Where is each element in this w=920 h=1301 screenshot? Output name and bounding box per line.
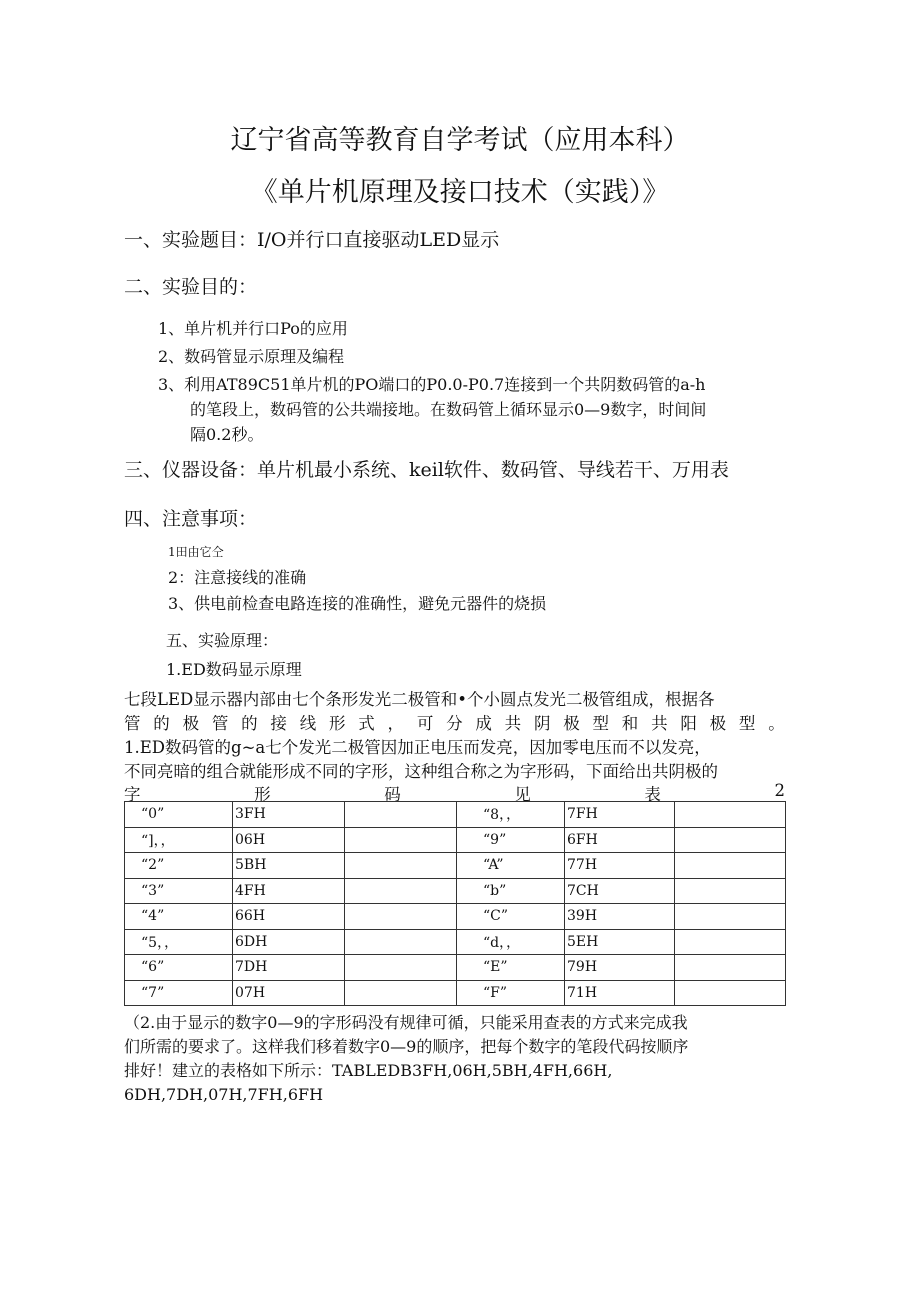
justified-char: 管 xyxy=(124,714,141,733)
blank-cell-cell xyxy=(345,929,457,955)
digit-code-cell: 79H xyxy=(565,955,675,981)
digit-code-cell: 39H xyxy=(565,904,675,930)
principle-paragraph-justified-line xyxy=(124,710,785,734)
blank-cell-cell xyxy=(675,904,786,930)
spread-char: 见 xyxy=(514,785,531,804)
spread-char: 表 xyxy=(644,785,661,804)
section-5-heading: 五、实验原理： xyxy=(166,631,279,650)
spread-char: 形 xyxy=(254,785,271,804)
digit-glyph-cell: “2” xyxy=(125,853,233,879)
digit-glyph-cell: “C” xyxy=(457,904,565,930)
justified-char: 形 xyxy=(328,714,346,733)
digit-code-cell: 4FH xyxy=(233,878,345,904)
digit-code-cell: 06H xyxy=(233,827,345,853)
digit-code-cell: 7DH xyxy=(233,955,345,981)
digit-code-cell: 6DH xyxy=(233,929,345,955)
justified-char: 极 xyxy=(182,714,200,733)
glyph-code-table xyxy=(124,801,786,1006)
justified-char: 型 xyxy=(738,714,756,733)
footer-paragraph-line: 排好！建立的表格如下所示：TABLEDB3FH,06H,5BH,4FH,66H, xyxy=(124,1061,613,1080)
spread-char: 码 xyxy=(384,785,401,804)
principle-paragraph-line: 七段LED显示器内部由七个条形发光二极管和•个小圆点发光二极管组成，根据各 xyxy=(124,690,715,709)
justified-char: 的 xyxy=(153,714,170,733)
justified-char: 阳 xyxy=(680,714,697,733)
digit-code-cell: 71H xyxy=(565,980,675,1006)
digit-glyph-cell: “E” xyxy=(457,955,565,981)
digit-glyph-cell: “]，， xyxy=(125,827,233,853)
digit-glyph-cell: “7” xyxy=(125,980,233,1006)
section-2-item-continued: 隔0.2秒。 xyxy=(190,425,264,444)
justified-char: 阴 xyxy=(533,714,551,733)
justified-char: 分 xyxy=(446,714,463,733)
justified-char: 极 xyxy=(709,714,727,733)
justified-char: ， xyxy=(387,714,405,733)
blank-cell-cell xyxy=(345,827,457,853)
footer-paragraph-line: 6DH,7DH,07H,7FH,6FH xyxy=(124,1085,324,1104)
blank-cell-cell xyxy=(675,878,786,904)
document-subtitle: 《单片机原理及接口技术（实践）》 xyxy=(250,177,670,208)
blank-cell-cell xyxy=(675,802,786,828)
table-row xyxy=(125,827,786,853)
footer-paragraph-line: 们所需的要求了。这样我们移着数字0—9的顺序，把每个数字的笔段代码按顺序 xyxy=(124,1037,689,1056)
justified-char: 的 xyxy=(241,714,258,733)
digit-glyph-cell: “d，， xyxy=(457,929,565,955)
blank-cell-cell xyxy=(675,853,786,879)
digit-code-cell: 77H xyxy=(565,853,675,879)
digit-code-cell: 7CH xyxy=(565,878,675,904)
justified-char: 可 xyxy=(416,714,434,733)
justified-char: 共 xyxy=(504,714,522,733)
table-row xyxy=(125,904,786,930)
justified-char: 式 xyxy=(358,714,375,733)
table-row xyxy=(125,929,786,955)
justified-char: 和 xyxy=(621,714,639,733)
justified-char: 管 xyxy=(211,714,229,733)
digit-glyph-cell: “6” xyxy=(125,955,233,981)
justified-char: 接 xyxy=(270,714,287,733)
section-4-heading: 四、注意事项： xyxy=(124,508,258,530)
section-2-item: 3、利用AT89C51单片机的PO端口的P0.0-P0.7连接到一个共阴数码管的a-h xyxy=(158,375,706,394)
table-row xyxy=(125,980,786,1006)
section-4-item: 3、供电前检查电路连接的准确性，避免元器件的烧损 xyxy=(168,594,547,613)
section-2-item: 2、数码管显示原理及编程 xyxy=(158,347,345,366)
justified-char: 线 xyxy=(299,714,317,733)
digit-code-cell: 66H xyxy=(233,904,345,930)
blank-cell-cell xyxy=(675,980,786,1006)
principle-paragraph-line: 不同亮暗的组合就能形成不同的字形，这种组合称之为字形码，下面给出共阴极的 xyxy=(124,762,718,781)
section-2-heading: 二、实验目的： xyxy=(124,276,258,298)
digit-glyph-cell: “F” xyxy=(457,980,565,1006)
justified-char: 共 xyxy=(651,714,668,733)
document-title: 辽宁省高等教育自学考试（应用本科） xyxy=(230,125,690,156)
justified-char: 极 xyxy=(563,714,580,733)
blank-cell-cell xyxy=(345,904,457,930)
digit-code-cell: 7FH xyxy=(565,802,675,828)
digit-code-cell: 5EH xyxy=(565,929,675,955)
blank-cell-cell xyxy=(675,929,786,955)
blank-cell-cell xyxy=(345,878,457,904)
justified-char: 。 xyxy=(768,714,785,733)
section-1-heading: 一、实验题目：I/O并行口直接驱动LED显示 xyxy=(124,229,500,251)
principle-paragraph-line: 1.ED数码管的g~a七个发光二极管因加正电压而发亮，因加零电压而不以发亮， xyxy=(124,738,711,757)
blank-cell-cell xyxy=(675,955,786,981)
section-3-heading: 三、仪器设备：单片机最小系统、keil软件、数码管、导线若干、万用表 xyxy=(124,459,729,481)
blank-cell-cell xyxy=(345,955,457,981)
blank-cell-cell xyxy=(345,802,457,828)
blank-cell-cell xyxy=(345,853,457,879)
section-5-subheading: 1.ED数码显示原理 xyxy=(166,660,302,679)
table-row xyxy=(125,802,786,828)
section-2-item-continued: 的笔段上，数码管的公共端接地。在数码管上循环显示0—9数字，时间间 xyxy=(190,400,707,419)
blank-cell-cell xyxy=(345,980,457,1006)
digit-glyph-cell: “3” xyxy=(125,878,233,904)
digit-glyph-cell: “b” xyxy=(457,878,565,904)
digit-code-cell: 07H xyxy=(233,980,345,1006)
digit-glyph-cell: “0” xyxy=(125,802,233,828)
table-row xyxy=(125,853,786,879)
digit-code-cell: 3FH xyxy=(233,802,345,828)
digit-glyph-cell: “A” xyxy=(457,853,565,879)
spread-char: 2 xyxy=(774,781,785,800)
digit-glyph-cell: “5，， xyxy=(125,929,233,955)
digit-code-cell: 6FH xyxy=(565,827,675,853)
justified-char: 型 xyxy=(592,714,609,733)
table-row xyxy=(125,878,786,904)
spread-char: 字 xyxy=(124,785,141,804)
digit-glyph-cell: “8，， xyxy=(457,802,565,828)
digit-glyph-cell: “4” xyxy=(125,904,233,930)
digit-code-cell: 5BH xyxy=(233,853,345,879)
justified-char: 成 xyxy=(475,714,492,733)
footer-paragraph-line: （2.由于显示的数字0—9的字形码没有规律可循，只能采用查表的方式来完成我 xyxy=(124,1013,688,1032)
section-4-item: 1田由它仝 xyxy=(168,545,224,559)
section-4-item: 2：注意接线的准确 xyxy=(168,568,307,587)
digit-glyph-cell: “9” xyxy=(457,827,565,853)
table-row xyxy=(125,955,786,981)
blank-cell-cell xyxy=(675,827,786,853)
section-2-item: 1、单片机并行口Po的应用 xyxy=(158,319,348,338)
